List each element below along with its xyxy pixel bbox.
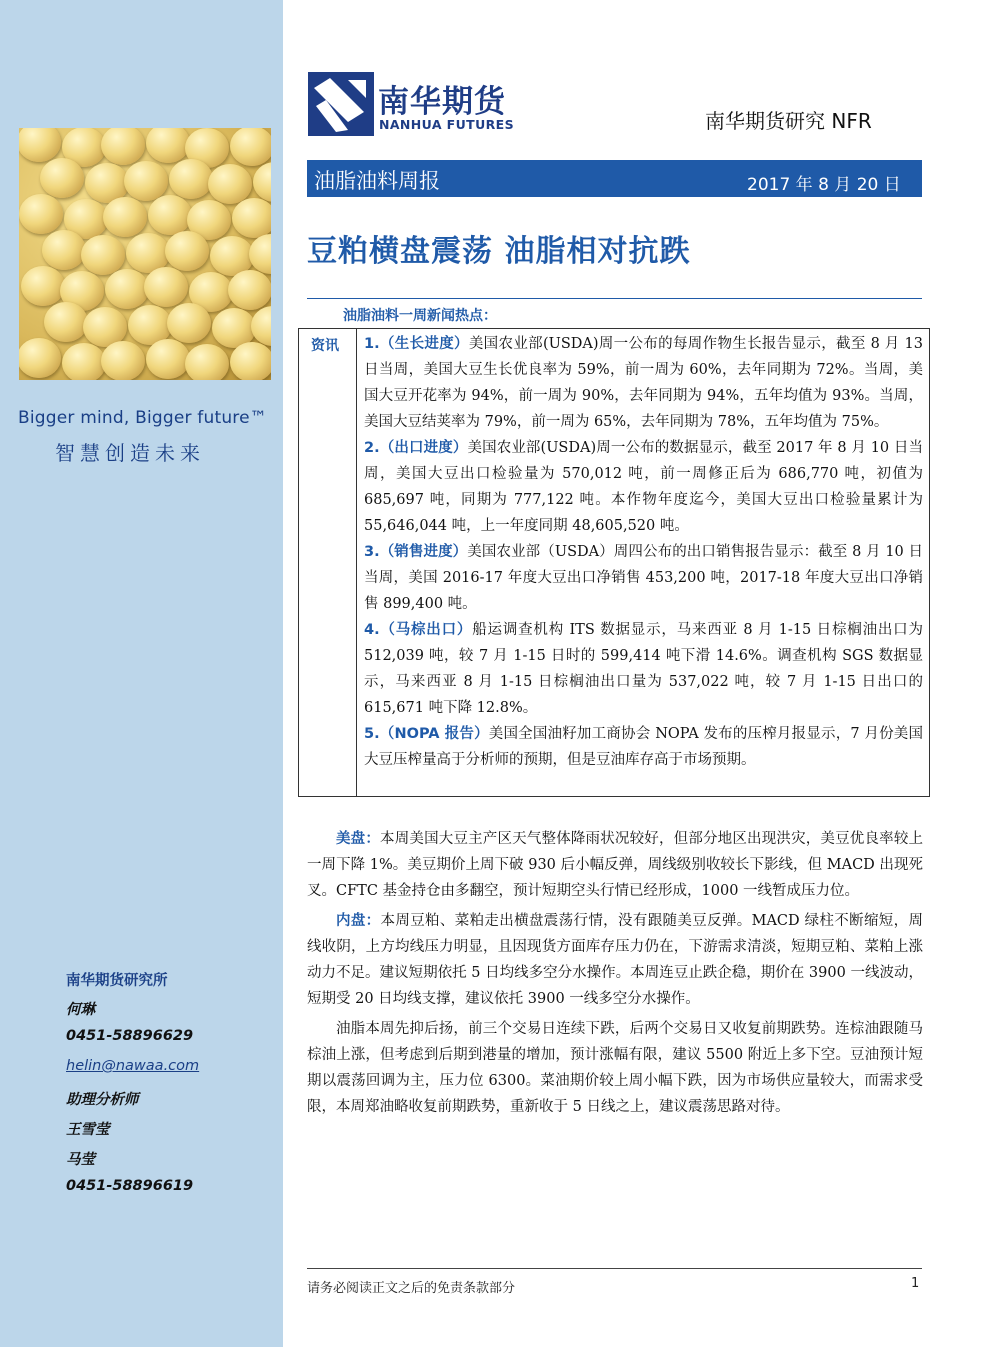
soybean-shape — [232, 198, 271, 238]
soybean-shape — [21, 266, 65, 306]
sidebar — [0, 0, 283, 1347]
assistant-phone: 0451-58896619 — [66, 1178, 194, 1194]
domestic-market-text: 本周豆粕、菜粕走出横盘震荡行情，没有跟随美豆反弹。MACD 绿柱不断缩短，周线收阴，上方均线压力明显，且因现货方面库存压力仍在，下游需求清淡，短期豆粕、菜粕上涨动力不足。建议短期依托 5 日均线多空分水操作。本周连豆止跌企稳，期价在 3900 一线波动，短期受 20 日均线支撑，建议依托 3900 一线多空分水操作。 — [307, 913, 923, 1007]
page-number: 1 — [911, 1276, 920, 1291]
soybean-shape — [185, 344, 229, 380]
news-item — [364, 721, 923, 773]
news-item-tag: 3.（销售进度） — [364, 544, 468, 560]
soybean-shape — [81, 235, 125, 275]
soybean-shape — [44, 302, 88, 342]
soybean-shape — [148, 195, 192, 235]
soybean-shape — [165, 231, 209, 271]
soybean-shape — [124, 161, 168, 201]
us-market-lead: 美盘： — [336, 831, 381, 847]
analysis-section — [307, 826, 923, 1120]
headline-divider — [307, 298, 922, 299]
report-date: 2017 年 8 月 20 日 — [747, 175, 901, 195]
oils-paragraph: 油脂本周先抑后扬，前三个交易日连续下跌，后两个交易日又收复前期跌势。连棕油跟随马棕油上涨，但考虑到后期到港量的增加，预计涨幅有限，建议 5500 附近上多下空。豆油预计短期以震荡回调为主，压力位 6300。菜油期价较上周小幅下跌，因为市场供应量较大，而需求受限，本周郑油略收复前期跌势，重新收于 5 日线之上，建议震荡思路对待。 — [307, 1021, 923, 1115]
soybean-shape — [103, 197, 147, 237]
news-item-text: 美国农业部(USDA)周一公布的每周作物生长报告显示，截至 8 月 13 日当周，美国大豆生长优良率为 59%，前一周为 60%，去年同期为 72%。当周，美国大豆开花率为 94%，前一周为 90%，去年同期为 94%，五年均值为 93%。当周，美国大豆结荚率为 79%，前一周为 65%，去年同期为 78%，五年均值为 75%。 — [364, 336, 923, 430]
soybean-shape — [105, 269, 149, 309]
news-section-heading: 油脂油料一周新闻热点： — [343, 308, 497, 324]
footer-disclaimer: 请务必阅读正文之后的免责条款部分 — [307, 1281, 516, 1296]
soybean-shape — [146, 339, 190, 379]
news-item-text: 美国农业部（USDA）周四公布的出口销售报告显示：截至 8 月 10 日当周，美国 2016-17 年度大豆出口净销售 453,200 吨，2017-18 年度大豆出口净销售 899,400 吨。 — [364, 544, 923, 612]
soybean-shape — [62, 343, 106, 380]
soybean-shape — [101, 128, 145, 165]
soybean-shape — [167, 303, 211, 343]
us-market-text: 本周美国大豆主产区天气整体降雨状况较好，但部分地区出现洪灾，美豆优良率较上一周下降 1%。美豆期价上周下破 930 后小幅反弹，周线级别收较长下影线，但 MACD 出现死叉。CFTC 基金持仓由多翻空，预计短期空头行情已经形成，1000 一线暂成压力位。 — [307, 831, 924, 899]
analyst-phone: 0451-58896629 — [66, 1028, 194, 1044]
assistant-analyst-name-2: 马莹 — [66, 1152, 95, 1168]
soybean-shape — [253, 162, 271, 202]
soybean-shape — [40, 158, 84, 198]
research-label: 南华期货研究 NFR — [705, 109, 872, 133]
news-item-tag: 1.（生长进度） — [364, 336, 469, 352]
footer-divider — [307, 1268, 922, 1269]
soybean-shape — [101, 341, 145, 380]
soybean-shape — [19, 338, 61, 378]
news-item — [364, 617, 923, 721]
domestic-market-paragraph — [307, 908, 923, 1012]
soybean-shape — [230, 342, 271, 380]
analyst-name: 何琳 — [66, 1002, 95, 1018]
soybean-shape — [251, 306, 271, 346]
news-item — [364, 331, 923, 435]
analyst-email-link[interactable]: helin@nawaa.com — [66, 1058, 200, 1074]
soybean-shape — [228, 270, 271, 310]
soybean-shape — [249, 234, 271, 274]
logo-text-chinese: 南华期货 — [378, 84, 506, 120]
soybean-shape — [146, 128, 190, 163]
slogan-chinese: 智慧创造未来 — [55, 441, 205, 465]
assistant-analyst-title: 助理分析师 — [66, 1092, 139, 1108]
soybean-shape — [144, 267, 188, 307]
news-item-text: 美国全国油籽加工商协会 NOPA 发布的压榨月报显示，7 月份美国大豆压榨量高于分析师的预期，但是豆油库存高于市场预期。 — [364, 726, 923, 768]
domestic-market-lead: 内盘： — [336, 913, 381, 929]
report-headline: 豆粕横盘震荡 油脂相对抗跌 — [307, 234, 691, 269]
news-item-text: 美国农业部(USDA)周一公布的数据显示，截至 2017 年 8 月 10 日当周，美国大豆出口检验量为 570,012 吨，前一周修正后为 686,770 吨，初值为 685,697 吨，同期为 777,122 吨。本作物年度迄今，美国大豆出口检验量累计为 55,646,044 吨，上一年度同期 48,605,520 吨。 — [364, 440, 923, 534]
news-item-tag: 2.（出口进度） — [364, 440, 468, 456]
news-box-label: 资讯 — [311, 338, 339, 354]
soybean-shape — [42, 230, 86, 270]
news-item — [364, 539, 923, 617]
soybean-shape — [19, 194, 63, 234]
news-item-tag: 5.（NOPA 报告） — [364, 726, 489, 742]
report-series-title: 油脂油料周报 — [314, 169, 440, 193]
news-item-tag: 4.（马棕出口） — [364, 622, 473, 638]
logo-text-english: NANHUA FUTURES — [379, 117, 514, 132]
us-market-paragraph — [307, 826, 923, 904]
slogan-english: Bigger mind, Bigger future™ — [18, 408, 267, 428]
soybean-shape — [208, 164, 252, 204]
research-institute-name: 南华期货研究所 — [66, 973, 168, 989]
news-item-text: 船运调查机构 ITS 数据显示，马来西亚 8 月 1-15 日棕榈油出口为 512,039 吨，较 7 月 1-15 日时的 599,414 吨下滑 14.6%。调查机构 SGS 数据显示，马来西亚 8 月 1-15 日棕榈油出口量为 537,022 吨，较 7 月 1-15 日出口的 615,671 吨下降 12.8%。 — [364, 622, 923, 716]
news-item — [364, 435, 923, 539]
soybean-shape — [169, 159, 213, 199]
soybean-shape — [19, 128, 61, 162]
news-box-divider — [356, 328, 357, 797]
nanhua-logo-icon — [308, 72, 374, 136]
soybean-shape — [230, 128, 271, 166]
soybean-photo — [19, 128, 271, 380]
news-list — [364, 331, 923, 773]
assistant-analyst-name-1: 王雪莹 — [66, 1122, 110, 1138]
